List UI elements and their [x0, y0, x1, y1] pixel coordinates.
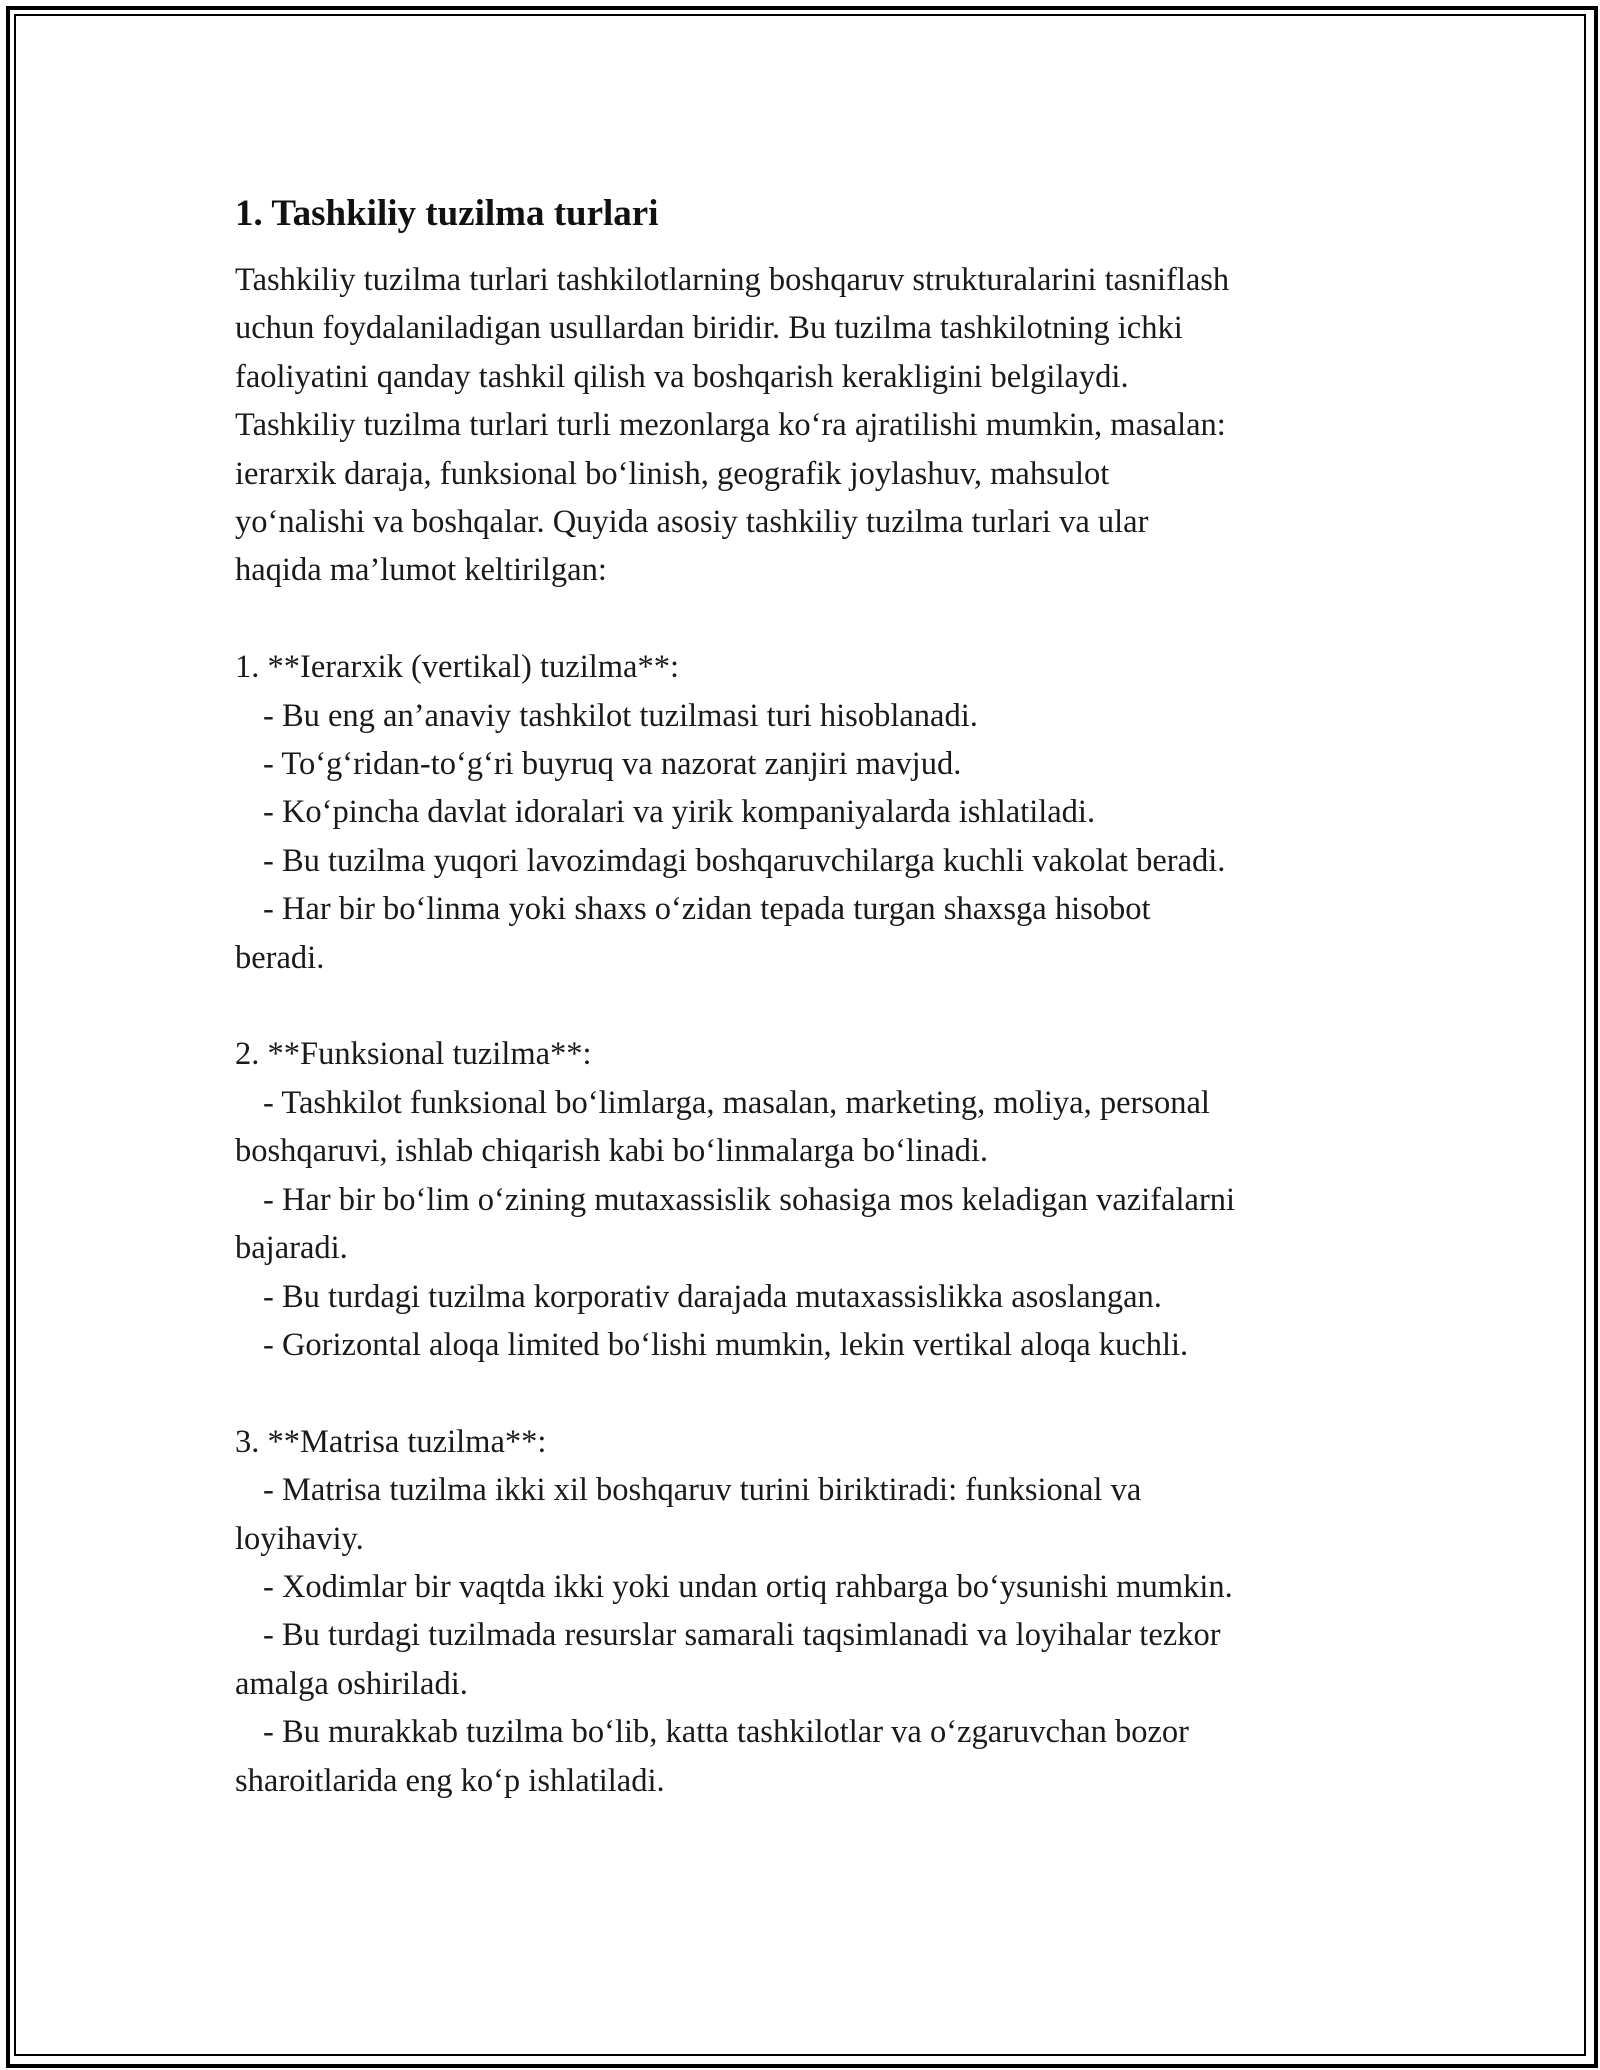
list-item: - Bu turdagi tuzilmada resurslar samarali taqsimlanadi va loyihalar tezkor amalga oshiriladi. [235, 1617, 1221, 1702]
list-item: - Xodimlar bir vaqtda ikki yoki undan ortiq rahbarga bo‘ysunishi mumkin. [263, 1568, 1233, 1605]
intro-paragraph: Tashkiliy tuzilma turlari tashkilotlarning boshqaruv strukturalarini tasniflash uchun foydalaniladigan usullardan biridir. Bu tuzilma tashkilotning ichki faoliyatini qanday tashkil qilish va boshqarish kerakligini belgilaydi. Tashkiliy tuzilma turlari turli mezonlarga ko‘ra ajratilishi mumkin, masalan: ierarxik daraja, funksional bo‘linish, geografik joylashuv, mahsulot yo‘nalishi va boshqalar. Quyida asosiy tashkiliy tuzilma turlari va ular haqida ma’lumot keltirilgan: [235, 262, 1230, 589]
list-item: - Tashkilot funksional bo‘limlarga, masalan, marketing, moliya, personal boshqaruvi, ishlab chiqarish kabi bo‘linmalarga bo‘linadi. [235, 1084, 1210, 1170]
section-functional [235, 1030, 1375, 1369]
section-matrix [235, 1418, 1375, 1805]
list-item: - Har bir bo‘lim o‘zining mutaxassislik sohasiga mos keladigan vazifalarni bajaradi. [235, 1181, 1236, 1267]
list-item: - To‘g‘ridan-to‘g‘ri buyruq va nazorat zanjiri mavjud. [263, 746, 962, 783]
list-item: - Bu tuzilma yuqori lavozimdagi boshqaruvchilarga kuchli vakolat beradi. [263, 842, 1226, 879]
list-item: - Bu eng an’anaviy tashkilot tuzilmasi turi hisoblanadi. [263, 697, 978, 734]
document-body [235, 180, 1375, 1805]
list-item: - Bu murakkab tuzilma bo‘lib, katta tashkilotlar va o‘zgaruvchan bozor sharoitlarida eng ko‘p ishlatiladi. [235, 1714, 1189, 1799]
list-item: - Ko‘pincha davlat idoralari va yirik kompaniyalarda ishlatiladi. [263, 794, 1096, 831]
document-title: 1. Tashkiliy tuzilma turlari [235, 193, 659, 234]
list-item: - Har bir bo‘linma yoki shaxs o‘zidan tepada turgan shaxsga hisobot beradi. [235, 891, 1151, 976]
section-hierarchical [235, 643, 1375, 982]
section-heading: 3. **Matrisa tuzilma**: [235, 1423, 547, 1460]
list-item: - Matrisa tuzilma ikki xil boshqaruv turini biriktiradi: funksional va loyihaviy. [235, 1472, 1142, 1557]
section-heading: 2. **Funksional tuzilma**: [235, 1036, 592, 1073]
list-item: - Bu turdagi tuzilma korporativ darajada mutaxassislikka asoslangan. [263, 1278, 1162, 1315]
list-item: - Gorizontal aloqa limited bo‘lishi mumkin, lekin vertikal aloqa kuchli. [263, 1326, 1189, 1363]
section-heading: 1. **Ierarxik (vertikal) tuzilma**: [235, 649, 680, 686]
